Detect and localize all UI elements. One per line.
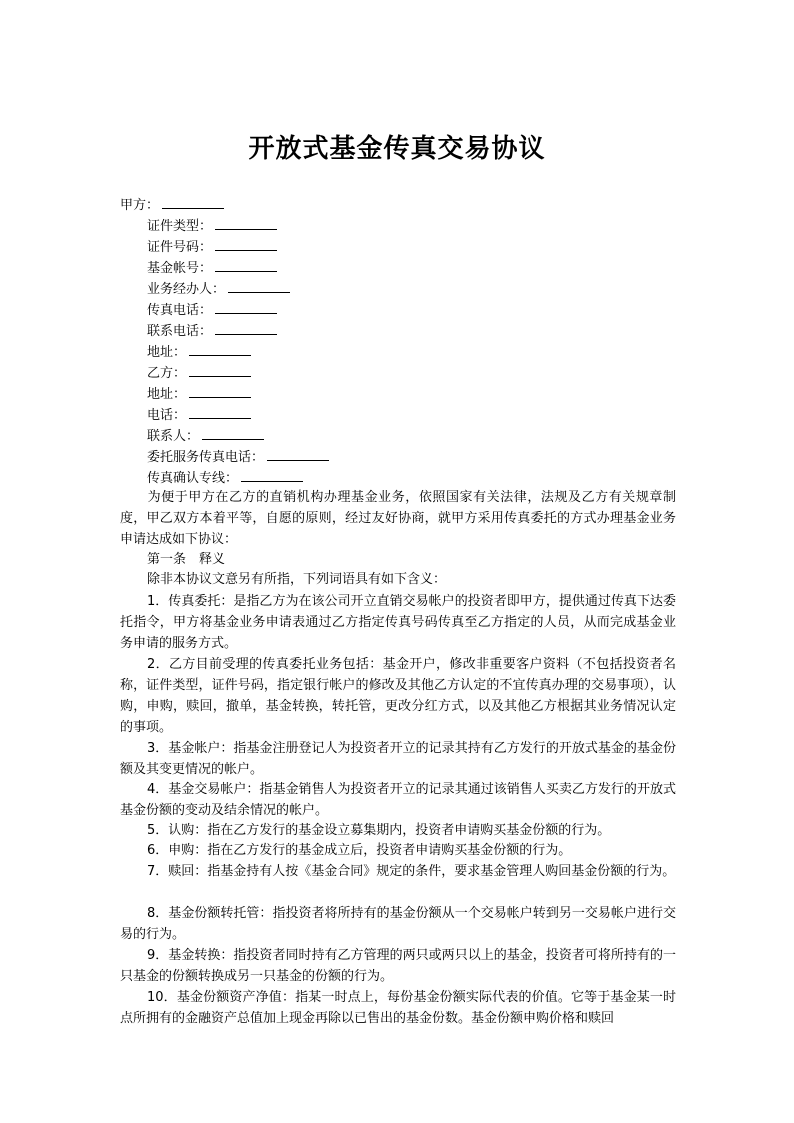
article1-lead: 除非本协议文意另有所指，下列词语具有如下含义： — [147, 572, 447, 587]
party-b-line — [147, 362, 251, 382]
fax-confirm-blank[interactable] — [241, 467, 303, 482]
definition-item — [120, 738, 676, 780]
definition-item — [120, 779, 676, 821]
fax-blank[interactable] — [215, 299, 277, 314]
fax-confirm-line — [147, 467, 303, 487]
definition-text: 6．申购：指在乙方发行的基金成立后，投资者申请购买基金份额的行为。 — [147, 843, 572, 858]
intro-paragraph — [120, 487, 676, 550]
contact-phone-line — [147, 320, 277, 340]
phone-blank[interactable] — [189, 404, 251, 419]
id-type-label: 证件类型： — [147, 219, 213, 234]
intro-text: 为便于甲方在乙方的直销机构办理基金业务，依照国家有关法律，法规及乙方有关规章制度，甲乙双方本着平等，自愿的原则，经过友好协商，就甲方采用传真委托的方式办理基金业务申请达成如下协议： — [120, 490, 676, 547]
address-b-blank[interactable] — [189, 383, 251, 398]
definition-item — [120, 591, 676, 654]
id-type-blank[interactable] — [215, 215, 277, 230]
definition-text: 1．传真委托：是指乙方为在该公司开立直销交易帐户的投资者即甲方，提供通过传真下达委托指令，甲方将基金业务申请表通过乙方指定传真号码传真至乙方指定的人员，从而完成基金业务申请的服务方式。 — [120, 594, 676, 651]
entrusted-fax-line — [147, 446, 329, 466]
fax-confirm-label: 传真确认专线： — [147, 471, 239, 486]
contact-phone-label: 联系电话： — [147, 324, 213, 339]
address-b-label: 地址： — [147, 387, 187, 402]
contact-person-blank[interactable] — [202, 425, 264, 440]
address-a-line — [147, 341, 251, 361]
address-a-label: 地址： — [147, 345, 187, 360]
article1-title: 第一条 释义 — [147, 552, 226, 567]
agent-label: 业务经办人： — [147, 282, 226, 297]
entrusted-fax-label: 委托服务传真电话： — [147, 450, 265, 465]
id-number-label: 证件号码： — [147, 240, 213, 255]
fax-label: 传真电话： — [147, 303, 213, 318]
fund-account-blank[interactable] — [215, 257, 277, 272]
document-title: 开放式基金传真交易协议 — [248, 134, 546, 164]
id-type-line — [147, 215, 277, 235]
definition-text: 10．基金份额资产净值：指某一时点上，每份基金份额实际代表的价值。它等于基金某一时点所拥有的金融资产总值加上现金再除以已售出的基金份数。基金份额申购价格和赎回 — [120, 990, 676, 1026]
definition-text: 8．基金份额转托管：指投资者将所持有的基金份额从一个交易帐户转到另一交易帐户进行交易的行为。 — [120, 906, 676, 942]
definition-item — [120, 840, 676, 861]
definition-item — [120, 820, 676, 841]
definition-item — [120, 903, 676, 945]
party-a-label: 甲方： — [120, 198, 160, 213]
party-b-blank[interactable] — [189, 362, 251, 377]
address-a-blank[interactable] — [189, 341, 251, 356]
party-b-label: 乙方： — [147, 366, 187, 381]
fund-account-label: 基金帐号： — [147, 261, 213, 276]
definition-text: 3．基金帐户：指基金注册登记人为投资者开立的记录其持有乙方发行的开放式基金的基金份额及其变更情况的帐户。 — [120, 741, 676, 777]
definition-text: 7．赎回：指基金持有人按《基金合同》规定的条件，要求基金管理人购回基金份额的行为。 — [147, 864, 676, 879]
definition-text: 2．乙方目前受理的传真委托业务包括：基金开户，修改非重要客户资料（不包括投资者名称，证件类型，证件号码，指定银行帐户的修改及其他乙方认定的不宜传真办理的交易事项），认购，申购，赎回，撤单，基金转换，转托管，更改分红方式，以及其他乙方根据其业务情况认定的事项。 — [120, 657, 676, 735]
contact-person-line — [147, 425, 264, 445]
phone-label: 电话： — [147, 408, 187, 423]
contact-phone-blank[interactable] — [215, 320, 277, 335]
definition-item — [120, 987, 676, 1029]
entrusted-fax-blank[interactable] — [267, 446, 329, 461]
party-a-line — [120, 194, 224, 214]
fax-line — [147, 299, 277, 319]
definition-item — [120, 654, 676, 738]
phone-line — [147, 404, 251, 424]
fund-account-line — [147, 257, 277, 277]
address-b-line — [147, 383, 251, 403]
agent-blank[interactable] — [228, 278, 290, 293]
definition-text: 9．基金转换：指投资者同时持有乙方管理的两只或两只以上的基金，投资者可将所持有的一只基金的份额转换成另一只基金的份额的行为。 — [120, 948, 676, 984]
definition-item — [120, 945, 676, 987]
id-number-blank[interactable] — [215, 236, 277, 251]
definition-text: 4．基金交易帐户：指基金销售人为投资者开立的记录其通过该销售人买卖乙方发行的开放式基金份额的变动及结余情况的帐户。 — [120, 782, 676, 818]
party-a-blank[interactable] — [162, 194, 224, 209]
definition-text: 5．认购：指在乙方发行的基金设立募集期内，投资者申请购买基金份额的行为。 — [147, 823, 611, 838]
definition-item — [120, 861, 676, 882]
agent-line — [147, 278, 290, 298]
id-number-line — [147, 236, 277, 256]
contact-person-label: 联系人： — [147, 429, 200, 444]
